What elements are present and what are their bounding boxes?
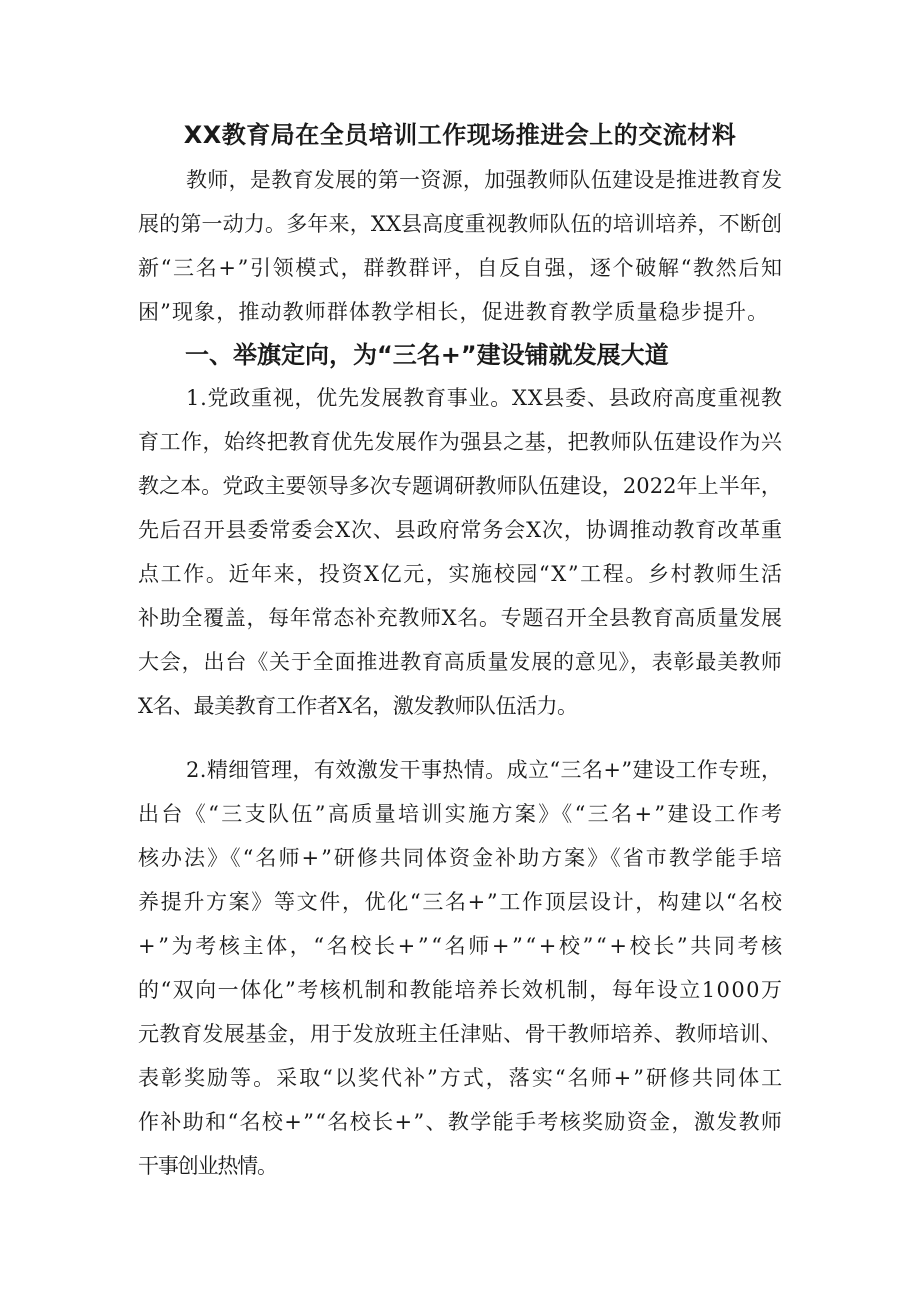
- item1-line: 补助全覆盖，每年常态补充教师X名。专题召开全县教育高质量发展: [138, 606, 783, 630]
- document-title: XX教育局在全员培训工作现场推进会上的交流材料: [183, 121, 737, 149]
- item2-line: 干事创业热情。: [138, 1154, 277, 1178]
- item1-line: X名、最美教育工作者X名，激发教师队伍活力。: [138, 694, 578, 718]
- intro-line: 困”现象，推动教师群体教学相长，促进教育教学质量稳步提升。: [138, 300, 770, 324]
- section-heading: 一、举旗定向，为“三名+”建设铺就发展大道: [185, 341, 669, 369]
- intro-line: 教师，是教育发展的第一资源，加强教师队伍建设是推进教育发: [186, 168, 783, 192]
- item2-line: 2.精细管理，有效激发干事热情。成立“三名+”建设工作专班，: [186, 758, 783, 782]
- item2-line: 的“双向一体化”考核机制和教能培养长效机制，每年设立1000万: [138, 978, 784, 1002]
- item1-line: 育工作，始终把教育优先发展作为强县之基，把教师队伍建设作为兴: [138, 430, 783, 454]
- intro-line: 新“三名+”引领模式，群教群评，自反自强，逐个破解“教然后知: [138, 256, 784, 280]
- item2-line: 表彰奖励等。采取“以奖代补”方式，落实“名师+”研修共同体工: [138, 1066, 785, 1090]
- item2-line: 作补助和“名校+”“名校长+”、教学能手考核奖励资金，激发教师: [138, 1110, 784, 1134]
- item2-line: 出台《“三支队伍”高质量培训实施方案》《“三名+”建设工作考: [138, 802, 785, 826]
- item2-line: 养提升方案》等文件，优化“三名+”工作顶层设计，构建以“名校: [138, 890, 784, 914]
- item2-line: 核办法》《“名师+”研修共同体资金补助方案》《省市教学能手培: [138, 846, 784, 870]
- item2-line: 元教育发展基金，用于发放班主任津贴、骨干教师培养、教师培训、: [138, 1022, 783, 1046]
- item1-line: 教之本。党政主要领导多次专题调研教师队伍建设，2022年上半年，: [138, 474, 783, 498]
- item1-line: 点工作。近年来，投资X亿元，实施校园“X”工程。乡村教师生活: [138, 562, 784, 586]
- item1-line: 先后召开县委常委会X次、县政府常务会X次，协调推动教育改革重: [138, 518, 783, 542]
- item2-line: +”为考核主体，“名校长+”“名师+”“+校”“+校长”共同考核: [138, 934, 785, 958]
- intro-line: 展的第一动力。多年来，XX县高度重视教师队伍的培训培养，不断创: [138, 212, 783, 236]
- item1-line: 1.党政重视，优先发展教育事业。XX县委、县政府高度重视教: [186, 386, 783, 410]
- item1-line: 大会，出台《关于全面推进教育高质量发展的意见》，表彰最美教师: [138, 650, 783, 674]
